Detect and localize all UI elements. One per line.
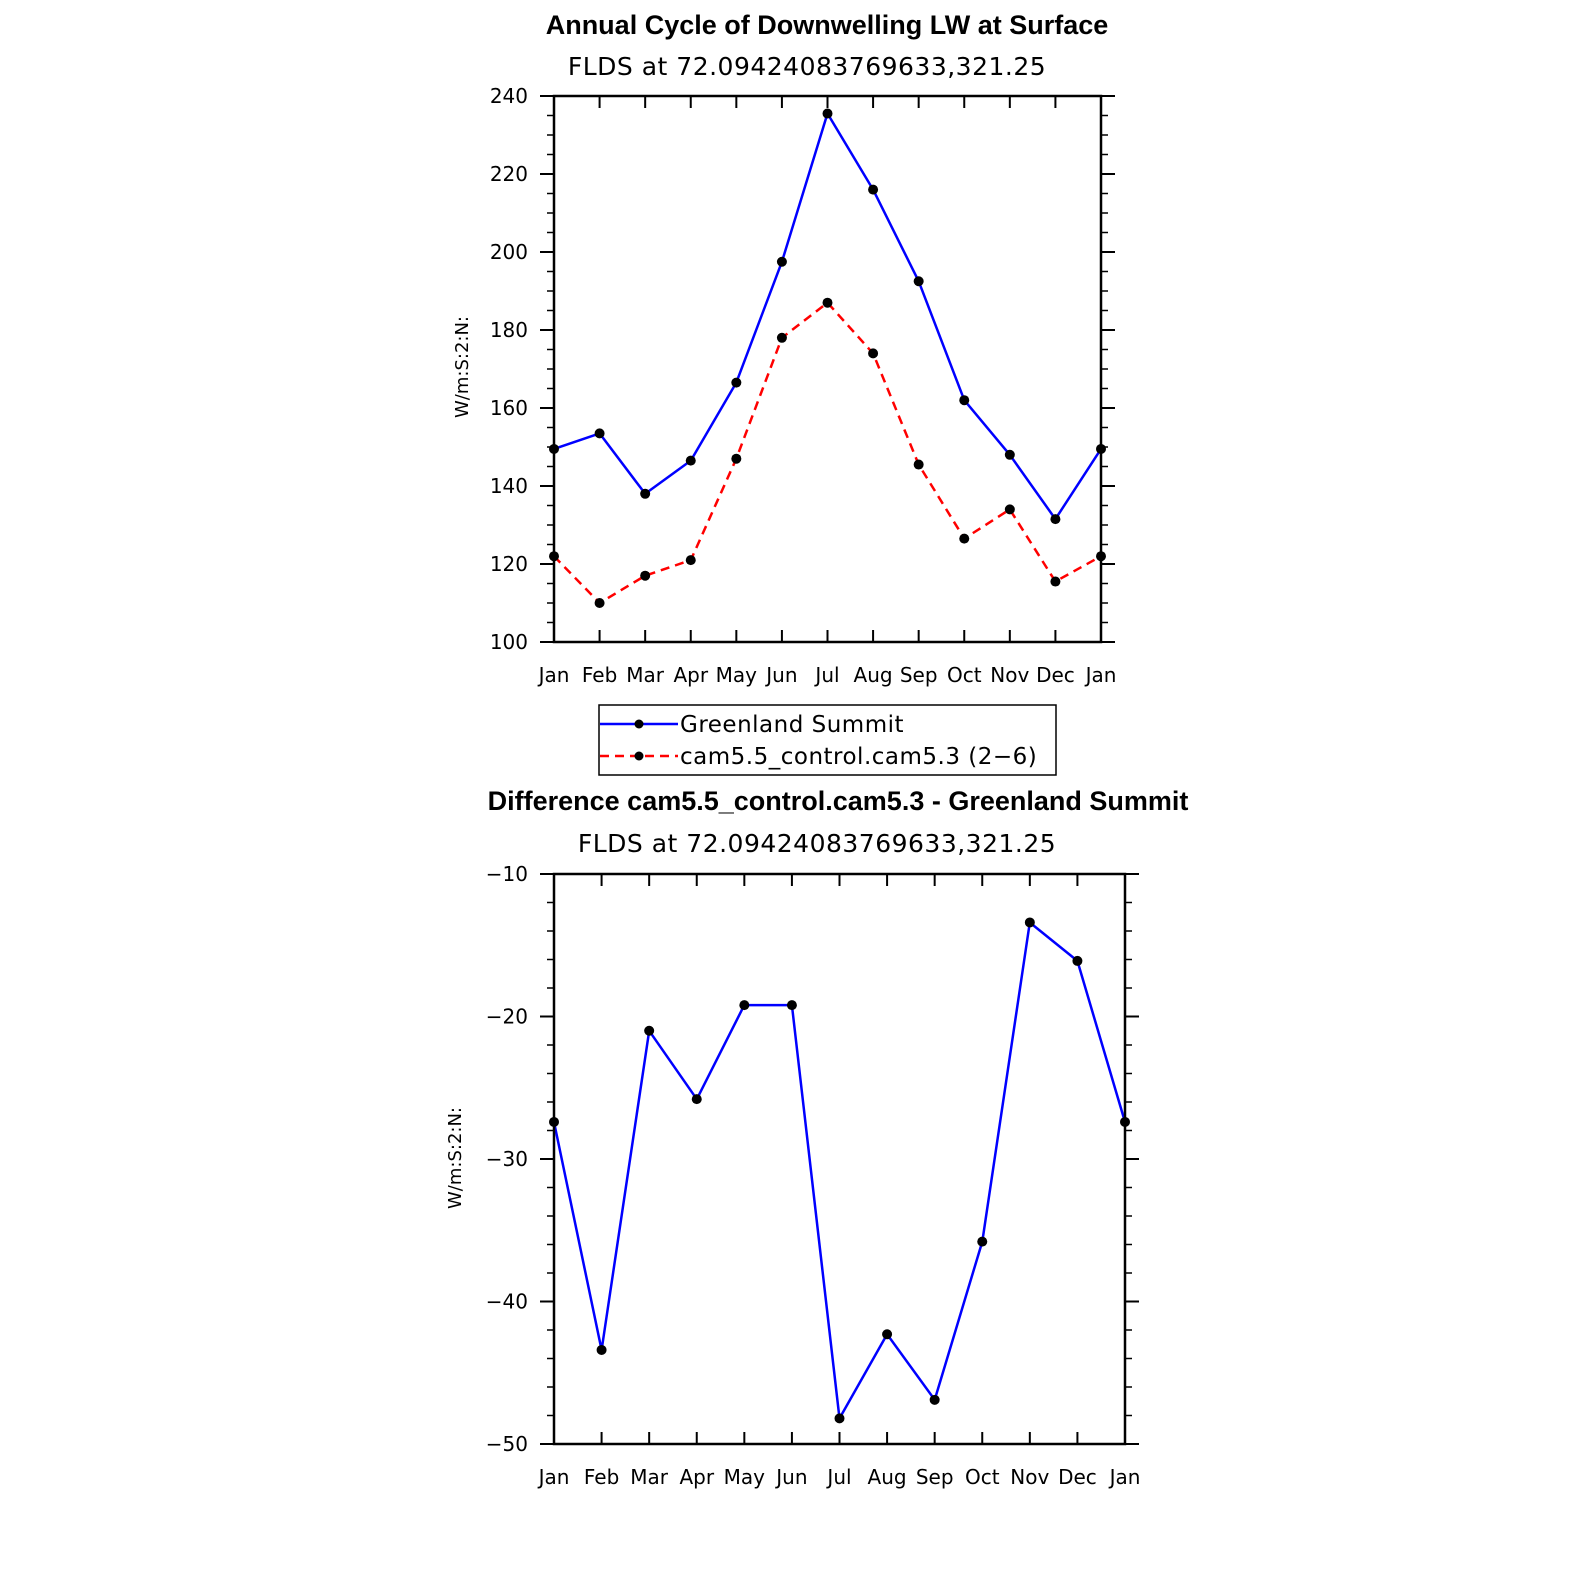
series-line-0 bbox=[554, 923, 1125, 1419]
series-point-0 bbox=[1025, 917, 1035, 927]
xtick-label: Jun bbox=[766, 663, 798, 687]
series-point-0 bbox=[835, 1413, 845, 1423]
legend bbox=[599, 705, 1056, 775]
xtick-label: Sep bbox=[899, 663, 938, 687]
series-point-1 bbox=[1050, 577, 1060, 587]
xtick-label: Jul bbox=[815, 663, 840, 687]
ytick-label: 220 bbox=[489, 162, 528, 186]
chart1-ylabel: W/m:S:2:N: bbox=[452, 316, 473, 418]
xtick-label: Oct bbox=[964, 1465, 1000, 1489]
series-point-1 bbox=[777, 333, 787, 343]
xtick-label: Aug bbox=[853, 663, 893, 687]
ytick-label: −50 bbox=[485, 1432, 528, 1456]
legend-label-greenland: Greenland Summit bbox=[680, 712, 905, 738]
xtick-label: Jul bbox=[827, 1465, 852, 1489]
series-point-1 bbox=[731, 454, 741, 464]
ytick-label: 200 bbox=[489, 240, 528, 264]
series-point-0 bbox=[731, 378, 741, 388]
xtick-label: Dec bbox=[1036, 663, 1075, 687]
series-point-0 bbox=[777, 257, 787, 267]
chart1-ytick-labels bbox=[490, 84, 528, 654]
xtick-label: Nov bbox=[990, 663, 1030, 687]
series-point-0 bbox=[595, 428, 605, 438]
chart1-xtick-labels bbox=[537, 663, 1117, 687]
ytick-label: 160 bbox=[489, 396, 528, 420]
xtick-label: Apr bbox=[679, 1465, 715, 1489]
xtick-label: Sep bbox=[915, 1465, 954, 1489]
chart2-subtitle: FLDS at 72.09424083769633,321.25 bbox=[577, 829, 1057, 858]
series-point-0 bbox=[1005, 450, 1015, 460]
series-point-0 bbox=[692, 1094, 702, 1104]
legend-label-cam55: cam5.5_control.cam5.3 (2−6) bbox=[680, 744, 1038, 770]
series-point-1 bbox=[595, 598, 605, 608]
chart1-ticks bbox=[540, 96, 1115, 642]
chart1-plot-frame bbox=[554, 96, 1101, 642]
series-point-0 bbox=[959, 395, 969, 405]
series-point-1 bbox=[959, 534, 969, 544]
legend-marker-greenland bbox=[635, 720, 644, 729]
xtick-label: Mar bbox=[630, 1465, 669, 1489]
chart2-series bbox=[549, 917, 1130, 1423]
series-line-1 bbox=[554, 303, 1101, 603]
chart2-ytick-labels bbox=[486, 862, 528, 1456]
series-point-0 bbox=[686, 456, 696, 466]
series-point-0 bbox=[739, 1000, 749, 1010]
xtick-label: Feb bbox=[583, 1465, 620, 1489]
ytick-label: −40 bbox=[485, 1289, 528, 1314]
series-point-1 bbox=[823, 298, 833, 308]
series-point-1 bbox=[686, 555, 696, 565]
ytick-label: 100 bbox=[489, 630, 528, 654]
chart1-subtitle: FLDS at 72.09424083769633,321.25 bbox=[567, 52, 1047, 81]
series-point-0 bbox=[1050, 514, 1060, 524]
xtick-label: Jan bbox=[538, 1465, 570, 1489]
chart-annual-cycle bbox=[452, 10, 1116, 687]
series-point-0 bbox=[977, 1237, 987, 1247]
series-point-0 bbox=[868, 185, 878, 195]
series-point-0 bbox=[597, 1345, 607, 1355]
ytick-label: 120 bbox=[489, 552, 528, 576]
ytick-label: 240 bbox=[489, 84, 528, 108]
chart2-xtick-labels bbox=[537, 1465, 1141, 1489]
xtick-label: Feb bbox=[581, 663, 618, 687]
chart-difference bbox=[445, 786, 1188, 1489]
xtick-label: Jun bbox=[776, 1465, 808, 1489]
xtick-label: May bbox=[723, 1465, 766, 1489]
xtick-label: Jan bbox=[1109, 1465, 1141, 1489]
xtick-label: Nov bbox=[1010, 1465, 1050, 1489]
xtick-label: Aug bbox=[867, 1465, 907, 1489]
series-point-0 bbox=[930, 1395, 940, 1405]
chart1-title: Annual Cycle of Downwelling LW at Surface bbox=[545, 10, 1109, 40]
series-point-0 bbox=[640, 489, 650, 499]
series-point-0 bbox=[882, 1329, 892, 1339]
series-point-0 bbox=[644, 1026, 654, 1036]
legend-marker-cam55 bbox=[635, 752, 644, 761]
chart1-series bbox=[549, 109, 1106, 608]
xtick-label: Mar bbox=[626, 663, 665, 687]
series-point-0 bbox=[787, 1000, 797, 1010]
chart2-ylabel: W/m:S:2:N: bbox=[445, 1107, 466, 1209]
series-line-0 bbox=[554, 114, 1101, 520]
series-point-1 bbox=[1005, 504, 1015, 514]
ytick-label: 140 bbox=[489, 474, 528, 498]
chart2-plot-frame bbox=[554, 874, 1125, 1444]
series-point-0 bbox=[823, 109, 833, 119]
ytick-label: −20 bbox=[485, 1004, 528, 1029]
series-point-1 bbox=[640, 571, 650, 581]
series-point-0 bbox=[1072, 956, 1082, 966]
ytick-label: −10 bbox=[485, 862, 528, 886]
xtick-label: Apr bbox=[673, 663, 709, 687]
series-point-1 bbox=[868, 348, 878, 358]
xtick-label: May bbox=[715, 663, 758, 687]
series-point-1 bbox=[914, 460, 924, 470]
xtick-label: Dec bbox=[1058, 1465, 1097, 1489]
chart2-title: Difference cam5.5_control.cam5.3 - Greenland Summit bbox=[487, 786, 1189, 816]
xtick-label: Jan bbox=[1085, 663, 1117, 687]
xtick-label: Jan bbox=[538, 663, 570, 687]
xtick-label: Oct bbox=[946, 663, 982, 687]
ytick-label: −30 bbox=[485, 1147, 528, 1171]
ytick-label: 180 bbox=[489, 318, 528, 342]
series-point-0 bbox=[914, 276, 924, 286]
